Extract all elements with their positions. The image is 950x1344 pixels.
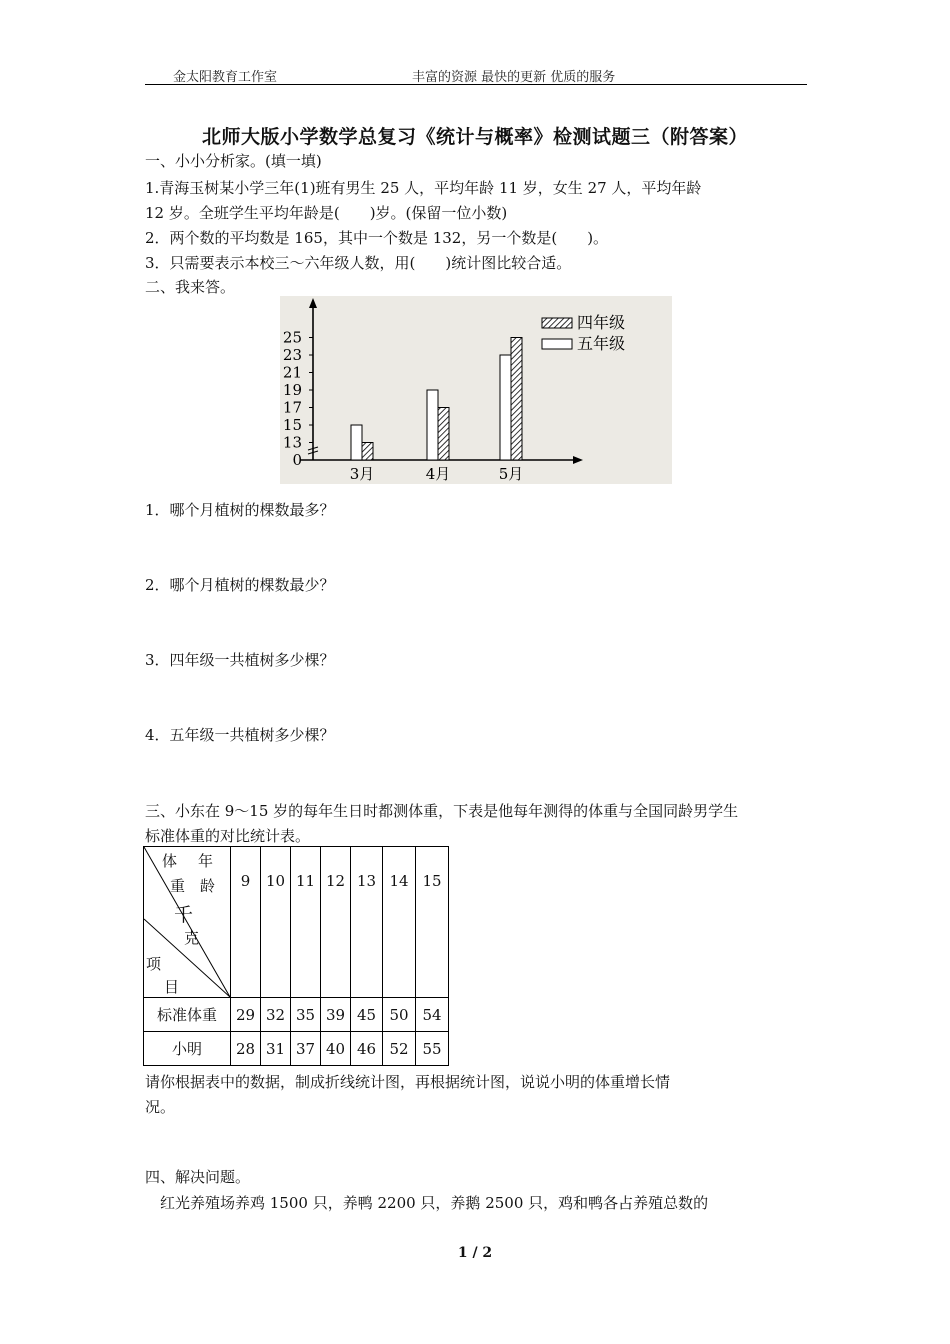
legend-swatch-grade4 <box>542 318 572 328</box>
section3-task-line1: 请你根据表中的数据，制成折线统计图，再根据统计图，说说小明的体重增长情 <box>145 1073 671 1091</box>
y-tick-label: 0 <box>292 451 302 469</box>
question-2-2: 2．哪个月植树的棵数最少？ <box>145 576 335 594</box>
table-cell: 28 <box>231 1032 261 1066</box>
age-header-cell: 12 <box>321 847 351 998</box>
table-row <box>144 1032 449 1066</box>
y-tick-label: 19 <box>282 381 302 399</box>
y-tick-label: 17 <box>282 398 302 417</box>
bar-grade5-3m <box>351 425 362 460</box>
table-cell: 52 <box>383 1032 416 1066</box>
header-rule <box>145 84 807 85</box>
question-2-4: 4．五年级一共植树多少棵？ <box>145 726 335 744</box>
table-cell: 40 <box>321 1032 351 1066</box>
page-number: 1 / 2 <box>457 1245 493 1261</box>
page-title: 北师大版小学数学总复习《统计与概率》检测试题三（附答案） <box>201 126 748 148</box>
table-cell: 45 <box>351 998 383 1032</box>
y-tick-label: 25 <box>282 328 302 347</box>
header-left: 金太阳教育工作室 <box>173 70 278 85</box>
question-1-3: 3．只需要表示本校三～六年级人数，用( )统计图比较合适。 <box>145 254 572 272</box>
table-cell: 32 <box>261 998 291 1032</box>
age-header-cell: 11 <box>291 847 321 998</box>
x-tick-label: 3月 <box>349 465 375 483</box>
table-corner-cell <box>144 847 231 998</box>
y-tick-label: 21 <box>282 363 302 382</box>
section4-heading: 四、解决问题。 <box>145 1168 251 1186</box>
row-label: 小明 <box>144 1032 231 1066</box>
row-label: 标准体重 <box>144 998 231 1032</box>
table-cell: 39 <box>321 998 351 1032</box>
question-2-1: 1．哪个月植树的棵数最多？ <box>145 501 335 519</box>
bar-grade5-4m <box>427 390 438 460</box>
legend-swatch-grade5 <box>542 339 572 349</box>
weight-table <box>143 846 449 1066</box>
section4-text: 红光养殖场养鸡 1500 只，养鸭 2200 只，养鹅 2500 只，鸡和鸭各占养殖总数的 <box>145 1194 709 1212</box>
section2-heading: 二、我来答。 <box>145 278 236 296</box>
table-cell: 46 <box>351 1032 383 1066</box>
corner-ti: 体 <box>162 852 178 870</box>
corner-qian: 千 <box>174 904 194 926</box>
table-header-row <box>144 847 449 998</box>
age-header-cell: 14 <box>383 847 416 998</box>
question-1-1-line2: 12 岁。全班学生平均年龄是( )岁。(保留一位小数) <box>145 204 508 222</box>
age-header-cell: 15 <box>416 847 449 998</box>
header-right: 丰富的资源 最快的更新 优质的服务 <box>412 70 616 85</box>
table-row <box>144 998 449 1032</box>
legend-label-grade4: 四年级 <box>577 313 626 332</box>
table-cell: 55 <box>416 1032 449 1066</box>
section1-heading: 一、小小分析家。(填一填) <box>145 152 322 170</box>
bar-grade4-3m <box>362 443 373 461</box>
table-cell: 35 <box>291 998 321 1032</box>
age-header-cell: 10 <box>261 847 291 998</box>
bar-chart <box>280 296 672 484</box>
corner-mu: 目 <box>164 978 180 996</box>
section3-intro-line1: 三、小东在 9～15 岁的每年生日时都测体重，下表是他每年测得的体重与全国同龄男学生 <box>145 802 739 820</box>
legend-label-grade5: 五年级 <box>577 334 626 353</box>
x-tick-label: 4月 <box>425 465 451 483</box>
table-cell: 54 <box>416 998 449 1032</box>
section3-task-line2: 况。 <box>145 1098 176 1116</box>
y-tick-label: 23 <box>282 346 302 364</box>
table-cell: 37 <box>291 1032 321 1066</box>
x-tick-label: 5月 <box>498 465 524 483</box>
section3-intro-line2: 标准体重的对比统计表。 <box>145 827 311 845</box>
bar-grade5-5m <box>500 355 511 460</box>
corner-nian: 年 <box>198 852 214 870</box>
age-header-cell: 13 <box>351 847 383 998</box>
y-tick-label: 13 <box>282 433 302 452</box>
table-cell: 31 <box>261 1032 291 1066</box>
question-1-1-line1: 1.青海玉树某小学三年(1)班有男生 25 人，平均年龄 11 岁，女生 27 人，平均年龄 <box>145 179 702 197</box>
corner-ke: 克 <box>184 929 200 947</box>
bar-grade4-5m <box>511 338 522 461</box>
age-header-cell: 9 <box>231 847 261 998</box>
question-2-3: 3．四年级一共植树多少棵？ <box>145 651 335 669</box>
y-tick-label: 15 <box>282 416 302 434</box>
corner-xiang: 项 <box>146 955 162 973</box>
bar-grade4-4m <box>438 408 449 461</box>
corner-zhong: 重 <box>170 877 186 895</box>
table-cell: 50 <box>383 998 416 1032</box>
table-cell: 29 <box>231 998 261 1032</box>
corner-ling: 龄 <box>200 877 216 895</box>
question-1-2: 2．两个数的平均数是 165，其中一个数是 132，另一个数是( )。 <box>145 229 609 247</box>
